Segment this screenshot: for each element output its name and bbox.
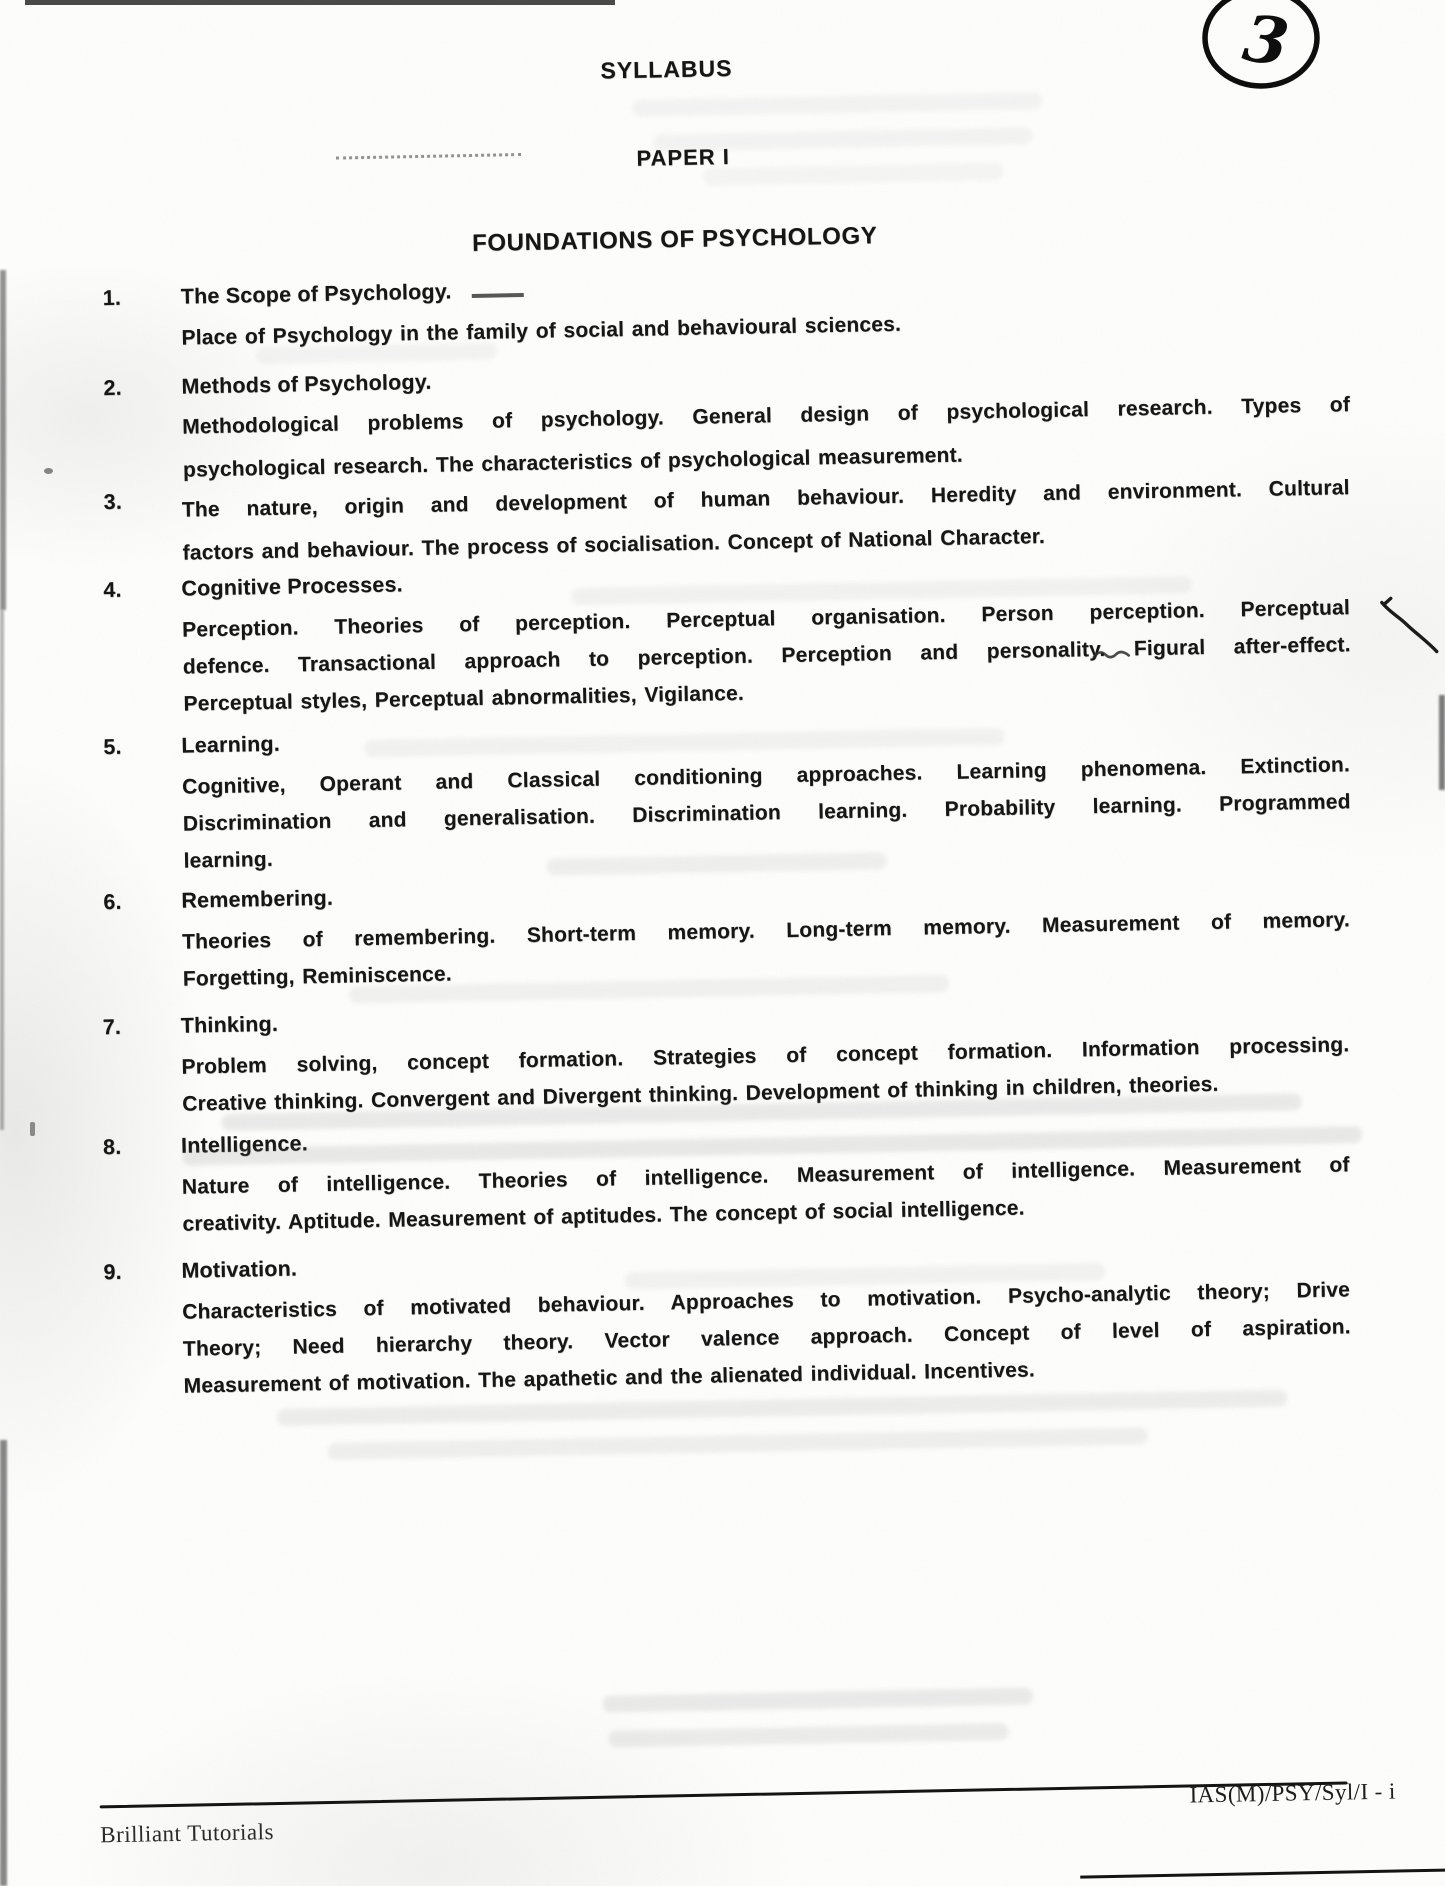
scan-edge-artifact bbox=[0, 610, 4, 1130]
section-heading: Intelligence. bbox=[180, 1131, 309, 1158]
syllabus-line: Creative thinking. Convergent and Divergent thinking. Development of thinking in children, theories. bbox=[182, 1072, 1219, 1116]
page-number-digit: 3 bbox=[1238, 0, 1294, 82]
scan-edge-artifact bbox=[0, 270, 6, 610]
section-number: 7. bbox=[102, 1014, 122, 1040]
toner-speck bbox=[30, 1122, 35, 1136]
section-heading: Methods of Psychology. bbox=[181, 369, 432, 399]
bleed-through-artifact bbox=[608, 1723, 1008, 1748]
bleed-through-artifact bbox=[328, 1427, 1148, 1460]
section-body bbox=[182, 589, 1352, 722]
syllabus-line: Theory; Need hierarchy theory. Vector valence approach. Concept of level of aspiration. bbox=[182, 1315, 1351, 1361]
syllabus-line: Cognitive, Operant and Classical conditioning approaches. Learning phenomena. Extinction. bbox=[181, 753, 1351, 799]
toner-dash-artifact bbox=[336, 153, 521, 160]
scan-edge-artifact bbox=[1439, 695, 1445, 790]
section-number: 8. bbox=[102, 1134, 122, 1160]
section-heading: Learning. bbox=[181, 731, 281, 758]
section-number: 2. bbox=[103, 375, 123, 401]
syllabus-line: defence. Transactional approach to perception. Perception and personality. Figural after-effect. bbox=[182, 633, 1351, 679]
syllabus-line: Theories of remembering. Short-term memory. Long-term memory. Measurement of memory. bbox=[181, 908, 1351, 954]
footer-rule-bottom bbox=[1080, 1868, 1445, 1879]
section-number: 1. bbox=[102, 285, 122, 311]
section-heading: The Scope of Psychology. bbox=[180, 279, 452, 309]
section-heading: Remembering. bbox=[181, 885, 334, 913]
syllabus-line: Discrimination and generalisation. Discrimination learning. Probability learning. Programmed bbox=[182, 790, 1351, 836]
section-number: 4. bbox=[103, 577, 122, 603]
section-heading: Thinking. bbox=[180, 1011, 279, 1038]
scan-edge-artifact bbox=[25, 0, 615, 5]
bleed-through-artifact bbox=[603, 1687, 1033, 1712]
syllabus-line: Place of Psychology in the family of social and behavioural sciences. bbox=[181, 312, 902, 350]
syllabus-line: Problem solving, concept formation. Strategies of concept formation. Information processing. bbox=[181, 1033, 1350, 1079]
syllabus-line: Forgetting, Reminiscence. bbox=[182, 962, 453, 991]
syllabus-line: learning. bbox=[183, 847, 274, 873]
syllabus-line: psychological research. The characteristics of psychological measurement. bbox=[182, 443, 964, 482]
page-title: SYLLABUS bbox=[600, 54, 733, 84]
syllabus-line: Measurement of motivation. The apathetic and the alienated individual. Incentives. bbox=[183, 1358, 1036, 1398]
syllabus-line: factors and behaviour. The process of socialisation. Concept of National Character. bbox=[182, 525, 1046, 565]
syllabus-line: Characteristics of motivated behaviour. Approaches to motivation. Psycho-analytic theory; Drive bbox=[182, 1278, 1351, 1324]
section-heading: Motivation. bbox=[181, 1256, 298, 1283]
syllabus-line: Methodological problems of psychology. General design of psychological research. Types of bbox=[182, 393, 1351, 439]
publisher-name: Brilliant Tutorials bbox=[100, 1819, 275, 1848]
syllabus-line: Perceptual styles, Perceptual abnormalities, Vigilance. bbox=[183, 681, 745, 716]
bleed-through-artifact bbox=[653, 127, 1033, 151]
section-body bbox=[182, 1271, 1352, 1404]
syllabus-line: Perception. Theories of perception. Perceptual organisation. Person perception. Perceptual bbox=[181, 596, 1351, 642]
syllabus-line: Nature of intelligence. Theories of intelligence. Measurement of intelligence. Measurement of bbox=[181, 1153, 1350, 1199]
paper-label: PAPER I bbox=[636, 144, 731, 171]
section-number: 6. bbox=[103, 889, 122, 915]
section-heading: Cognitive Processes. bbox=[181, 572, 404, 601]
section-content bbox=[181, 1234, 1352, 1404]
section-number: 5. bbox=[103, 734, 122, 760]
syllabus-line: The nature, origin and development of human behaviour. Heredity and environment. Cultural bbox=[181, 476, 1350, 522]
scan-edge-artifact bbox=[0, 1440, 7, 1886]
syllabus-line: creativity. Aptitude. Measurement of aptitudes. The concept of social intelligence. bbox=[182, 1196, 1025, 1236]
handwritten-stroke-annotation bbox=[1378, 594, 1445, 660]
bleed-through-artifact bbox=[257, 343, 497, 365]
section-number: 3. bbox=[103, 489, 123, 515]
syllabus-section bbox=[103, 1234, 1356, 1406]
syllabus-section bbox=[102, 260, 1353, 358]
document-code: IAS(M)/PSY/Syl/I - i bbox=[1189, 1778, 1396, 1808]
section-number: 9. bbox=[103, 1259, 123, 1285]
bleed-through-artifact bbox=[632, 92, 1042, 117]
section-content bbox=[180, 260, 1349, 356]
subject-heading: FOUNDATIONS OF PSYCHOLOGY bbox=[471, 222, 878, 257]
toner-speck bbox=[44, 468, 53, 474]
